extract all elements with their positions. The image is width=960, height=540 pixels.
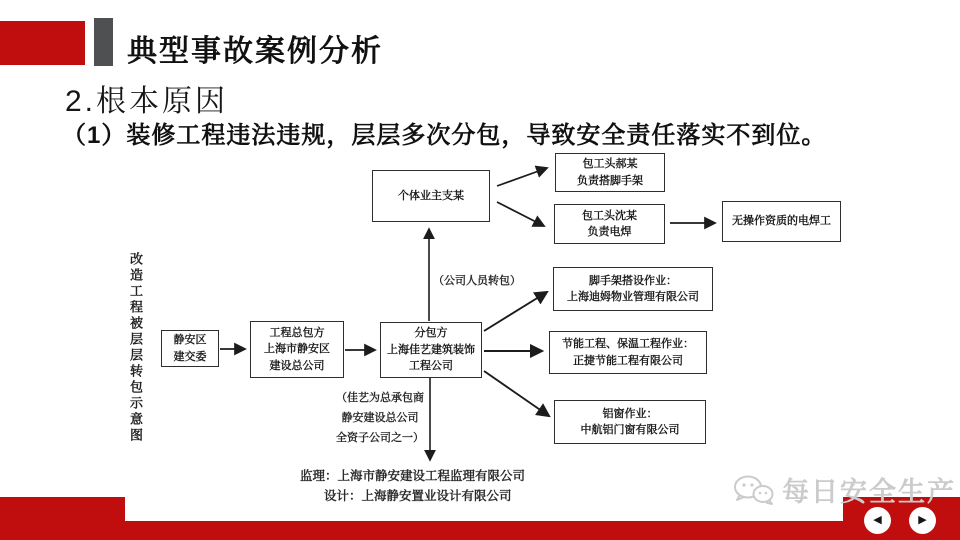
box-jiaoshoujia	[553, 267, 713, 311]
note-line: 全资子公司之一）	[336, 432, 424, 444]
watermark-text: 每日安全生产	[782, 477, 956, 507]
box-jianjiaowei	[161, 330, 219, 367]
note-renyuan-zhuanbao: （公司人员转包）	[433, 275, 521, 287]
box-line: 负责电焊	[587, 226, 632, 238]
prev-slide-button[interactable]	[864, 507, 891, 534]
footer-red-strip	[0, 521, 960, 540]
note-line: 静安建设总公司	[341, 412, 419, 424]
box-line: 工程公司	[409, 360, 453, 373]
arrow-fenbaofang-to-jiaoshoujia	[484, 292, 547, 331]
next-slide-button[interactable]	[909, 507, 936, 534]
box-baogongtou-shen	[554, 204, 665, 244]
box-getiyezhu	[372, 170, 490, 222]
page-title: 典型事故案例分析	[127, 35, 383, 68]
box-line: 节能工程、保温工程作业：	[562, 338, 694, 350]
box-line: 建设总公司	[269, 359, 325, 372]
arrow-getiyezhu-to-hao	[497, 168, 547, 186]
box-line: 包工头沈某	[582, 209, 637, 222]
box-line: 脚手架搭设作业：	[589, 274, 677, 287]
box-fenbaofang	[380, 322, 482, 378]
arrow-fenbaofang-to-lvchuang	[484, 371, 549, 416]
box-lvchuang	[554, 400, 706, 444]
box-line: 建交委	[173, 350, 207, 363]
box-line: 中航铝门窗有限公司	[580, 424, 680, 436]
box-line: 包工头郝某	[582, 158, 638, 170]
section-heading: 2.根本原因	[65, 85, 229, 118]
arrow-right-icon: ▶	[918, 514, 927, 526]
box-baogongtou-hao	[555, 153, 665, 192]
box-line: 铝窗作业：	[602, 407, 658, 420]
box-line: 上海佳艺建筑装饰	[387, 343, 475, 356]
note-sheji: 设计：上海静安置业设计有限公司	[324, 489, 512, 503]
box-dianhangong	[722, 201, 841, 242]
box-line: 工程总包方	[269, 326, 325, 339]
note-jianli: 监理：上海市静安建设工程监理有限公司	[300, 469, 526, 483]
diagram-side-label: 改造工程被层层转包示意图	[128, 252, 143, 444]
note-line: （佳艺为总承包商	[336, 392, 424, 404]
watermark	[733, 470, 956, 509]
box-line: 无操作资质的电焊工	[732, 215, 831, 228]
section-subheading: （1）装修工程违法违规，层层多次分包，导致安全责任落实不到位。	[62, 122, 827, 149]
box-line: 上海市静安区	[264, 343, 330, 356]
note-jiayi	[336, 388, 424, 448]
box-line: 正捷节能工程有限公司	[573, 354, 683, 367]
box-line: 分包方	[414, 327, 448, 340]
arrow-left-icon: ◀	[873, 514, 882, 526]
box-line: 静安区	[173, 334, 207, 346]
box-line: 个体业主支某	[398, 189, 464, 202]
wechat-icon	[733, 474, 775, 506]
box-jieneng	[549, 331, 707, 374]
box-zongbaofang	[250, 321, 344, 378]
arrow-getiyezhu-to-shen	[497, 202, 544, 226]
box-line: 上海迪姆物业管理有限公司	[567, 291, 699, 303]
box-line: 负责搭脚手架	[577, 174, 643, 187]
